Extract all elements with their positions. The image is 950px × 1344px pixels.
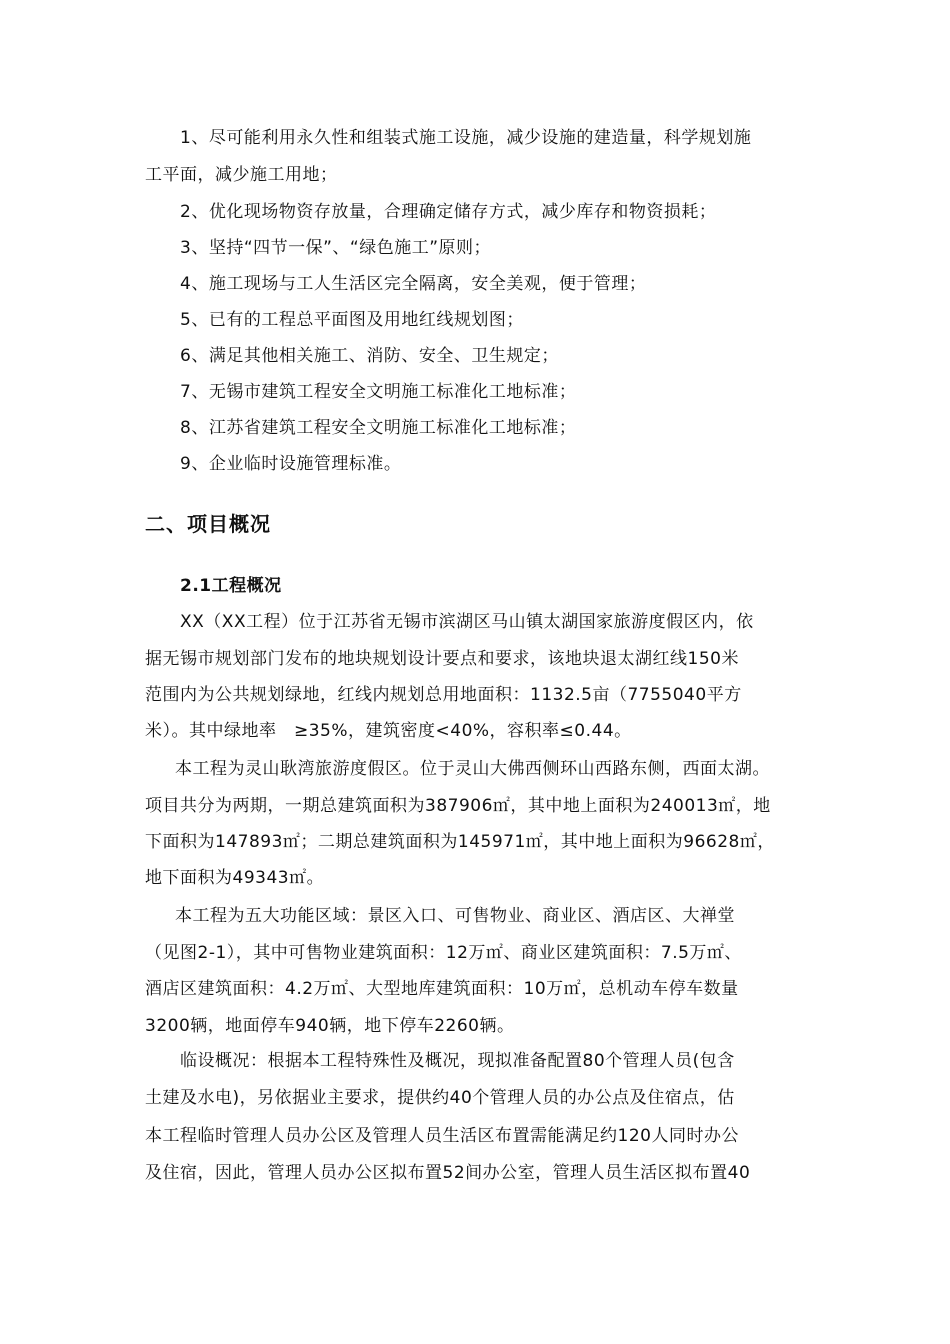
list-item-9: 9、企业临时设施管理标准。 bbox=[180, 454, 402, 474]
list-item-4: 4、施工现场与工人生活区完全隔离，安全美观，便于管理； bbox=[180, 274, 647, 294]
list-item-7: 7、无锡市建筑工程安全文明施工标准化工地标准； bbox=[180, 382, 577, 402]
para2-line-3: 下面积为147893㎡；二期总建筑面积为145971㎡，其中地上面积为96628㎡， bbox=[145, 832, 775, 852]
para2-line-1: 本工程为灵山耿湾旅游度假区。位于灵山大佛西侧环山西路东侧，西面太湖。 bbox=[175, 759, 770, 779]
para2-line-2: 项目共分为两期，一期总建筑面积为387906㎡，其中地上面积为240013㎡，地 bbox=[145, 796, 771, 816]
para1-line-3: 范围内为公共规划绿地，红线内规划总用地面积：1132.5亩（7755040平方 bbox=[145, 685, 742, 705]
para2-line-4: 地下面积为49343㎡。 bbox=[145, 868, 325, 888]
para4-line-2: 土建及水电)，另依据业主要求，提供约40个管理人员的办公点及住宿点，估 bbox=[145, 1088, 735, 1108]
list-item-5: 5、已有的工程总平面图及用地红线规划图； bbox=[180, 310, 524, 330]
para1-line-2: 据无锡市规划部门发布的地块规划设计要点和要求，该地块退太湖红线150米 bbox=[145, 649, 739, 669]
list-item-1: 1、尽可能利用永久性和组装式施工设施，减少设施的建造量，科学规划施 bbox=[180, 128, 752, 148]
section-title: 二、项目概况 bbox=[145, 512, 271, 536]
para4-line-4: 及住宿，因此，管理人员办公区拟布置52间办公室，管理人员生活区拟布置40 bbox=[145, 1163, 751, 1183]
para3-line-2: （见图2-1），其中可售物业建筑面积：12万㎡、商业区建筑面积：7.5万㎡、 bbox=[145, 943, 742, 963]
para3-line-4: 3200辆，地面停车940辆，地下停车2260辆。 bbox=[145, 1016, 515, 1036]
para4-line-3: 本工程临时管理人员办公区及管理人员生活区布置需能满足约120人同时办公 bbox=[145, 1126, 739, 1146]
list-item-6: 6、满足其他相关施工、消防、安全、卫生规定； bbox=[180, 346, 559, 366]
list-item-2: 2、优化现场物资存放量，合理确定储存方式，减少库存和物资损耗； bbox=[180, 202, 717, 222]
list-item-8: 8、江苏省建筑工程安全文明施工标准化工地标准； bbox=[180, 418, 577, 438]
para1-line-4: 米）。其中绿地率 ≥35%，建筑密度<40%，容积率≤0.44。 bbox=[145, 721, 632, 741]
list-item-1-cont: 工平面，减少施工用地； bbox=[145, 165, 338, 185]
para4-line-1: 临设概况：根据本工程特殊性及概况，现拟准备配置80个管理人员(包含 bbox=[180, 1051, 735, 1071]
list-item-3: 3、坚持“四节一保”、“绿色施工”原则； bbox=[180, 238, 492, 258]
subsection-title: 2.1工程概况 bbox=[180, 576, 282, 596]
para1-line-1: XX（XX工程）位于江苏省无锡市滨湖区马山镇太湖国家旅游度假区内，依 bbox=[180, 612, 754, 632]
para3-line-1: 本工程为五大功能区域：景区入口、可售物业、商业区、酒店区、大禅堂 bbox=[175, 906, 735, 926]
para3-line-3: 酒店区建筑面积：4.2万㎡、大型地库建筑面积：10万㎡，总机动车停车数量 bbox=[145, 979, 739, 999]
